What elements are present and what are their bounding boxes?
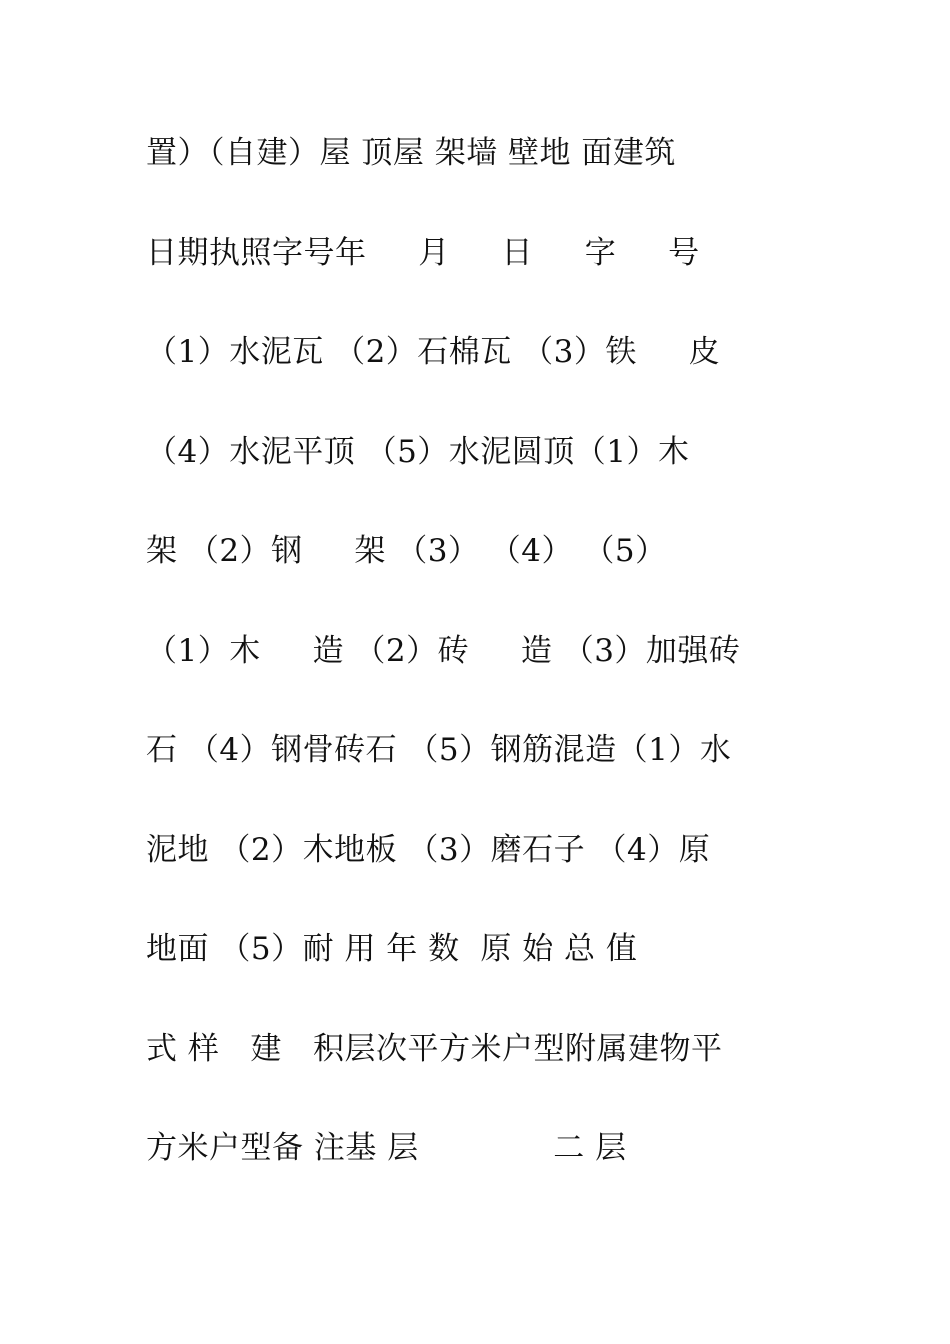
text-line: 石 （4）钢骨砖石 （5）钢筋混造（1）水 bbox=[146, 732, 732, 768]
text-line: （4）水泥平顶 （5）水泥圆顶（1）木 bbox=[146, 434, 690, 470]
text-line: （1）水泥瓦 （2）石棉瓦 （3）铁 皮 bbox=[146, 334, 721, 370]
text-line: （1）木 造 （2）砖 造 （3）加强砖 bbox=[146, 633, 741, 669]
text-line: 地面 （5）耐 用 年 数 原 始 总 值 bbox=[146, 931, 638, 967]
text-line: 日期执照字号年 月 日 字 号 bbox=[146, 235, 700, 271]
text-line: 式 样 建 积层次平方米户型附属建物平 bbox=[146, 1031, 723, 1067]
text-line: 架 （2）钢 架 （3） （4） （5） bbox=[146, 533, 667, 569]
text-line: 方米户型备 注基 层 二 层 bbox=[146, 1130, 627, 1166]
text-line: 置）（自建）屋 顶屋 架墙 壁地 面建筑 bbox=[146, 135, 676, 171]
text-line: 泥地 （2）木地板 （3）磨石子 （4）原 bbox=[146, 832, 711, 868]
